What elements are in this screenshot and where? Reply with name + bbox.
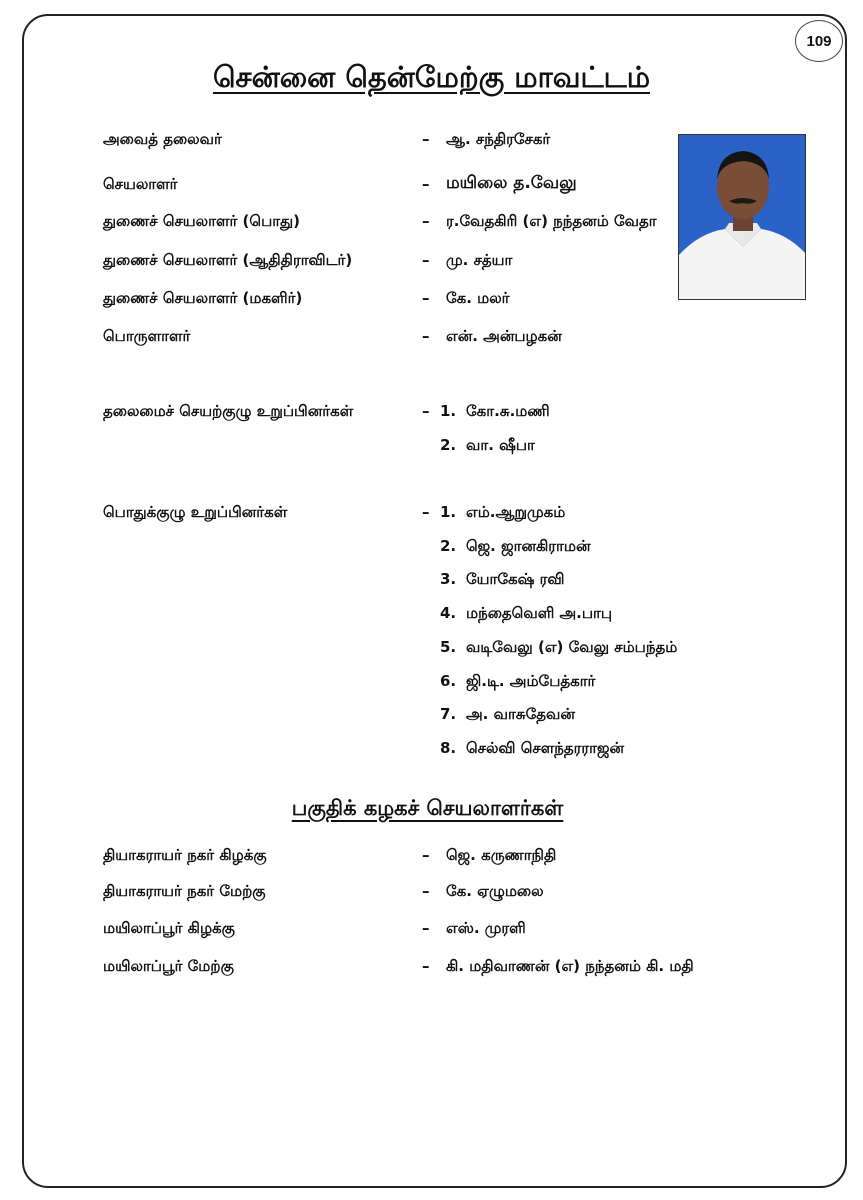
dash: – — [422, 212, 430, 230]
member-name: மந்தைவெளி அ.பாபு — [466, 604, 613, 622]
member-name: யோகேஷ் ரவி — [466, 570, 565, 588]
area-label: தியாகராயர் நகர் கிழக்கு — [103, 846, 267, 864]
officer-value: என். அன்பழகன் — [446, 327, 562, 345]
dash: – — [422, 402, 430, 420]
member-name: வடிவேலு (எ) வேலு சம்பந்தம் — [466, 638, 678, 656]
dash: – — [422, 327, 430, 345]
officer-label: துணைச் செயலாளர் (ஆதிதிராவிடர்) — [103, 251, 353, 269]
officer-value: ர.வேதகிரி (எ) நந்தனம் வேதா — [446, 212, 657, 230]
officer-label: செயலாளர் — [103, 175, 178, 193]
section-title-text: பகுதிக் கழகச் செயலாளர்கள் — [291, 796, 564, 820]
member-number: 7. — [440, 705, 457, 723]
area-secretary: எஸ். முரளி — [446, 919, 526, 937]
page-title-text: சென்னை தென்மேற்கு மாவட்டம் — [212, 60, 651, 94]
page-number: 109 — [795, 20, 843, 62]
dash: – — [422, 289, 430, 307]
officer-label: துணைச் செயலாளர் (மகளிர்) — [103, 289, 303, 307]
page-title — [0, 60, 863, 98]
member-name: ஜி.டி. அம்பேத்கார் — [466, 672, 596, 690]
secretary-photo — [678, 134, 806, 300]
general-committee-label: பொதுக்குழு உறுப்பினர்கள் — [103, 503, 288, 521]
area-label: தியாகராயர் நகர் மேற்கு — [103, 882, 266, 900]
member-number: 2. — [440, 537, 457, 555]
officer-label: அவைத் தலைவர் — [103, 130, 222, 148]
dash: – — [422, 503, 430, 521]
dash: – — [422, 919, 430, 937]
member-number: 1. — [440, 503, 457, 521]
dash: – — [422, 175, 430, 193]
officer-value-secretary: மயிலை த.வேலு — [446, 173, 577, 193]
member-name: வா. ஷீபா — [466, 436, 535, 454]
member-name: கோ.சு.மணி — [466, 402, 550, 420]
head-committee-label: தலைமைச் செயற்குழு உறுப்பினர்கள் — [103, 402, 354, 420]
member-number: 3. — [440, 570, 457, 588]
officer-value: மு. சத்யா — [446, 251, 513, 269]
section-title — [0, 796, 800, 823]
dash: – — [422, 957, 430, 975]
member-number: 2. — [440, 436, 457, 454]
officer-label: துணைச் செயலாளர் (பொது) — [103, 212, 300, 230]
dash: – — [422, 251, 430, 269]
member-name: அ. வாசுதேவன் — [466, 705, 575, 723]
area-label: மயிலாப்பூர் கிழக்கு — [103, 919, 235, 937]
officer-value: ஆ. சந்திரசேகர் — [446, 130, 551, 148]
member-name: செல்வி சௌந்தரராஜன் — [466, 739, 625, 757]
member-number: 5. — [440, 638, 457, 656]
member-number: 4. — [440, 604, 457, 622]
area-secretary: கி. மதிவாணன் (எ) நந்தனம் கி. மதி — [446, 957, 694, 975]
member-number: 8. — [440, 739, 457, 757]
officer-value: கே. மலர் — [446, 289, 510, 307]
area-secretary: கே. ஏழுமலை — [446, 882, 544, 900]
dash: – — [422, 882, 430, 900]
member-number: 1. — [440, 402, 457, 420]
area-secretary: ஜெ. கருணாநிதி — [446, 846, 557, 864]
person-portrait-icon — [679, 135, 806, 300]
officer-label: பொருளாளர் — [103, 327, 191, 345]
dash: – — [422, 846, 430, 864]
member-name: ஜெ. ஜானகிராமன் — [466, 537, 591, 555]
area-label: மயிலாப்பூர் மேற்கு — [103, 957, 234, 975]
dash: – — [422, 130, 430, 148]
member-number: 6. — [440, 672, 457, 690]
member-name: எம்.ஆறுமுகம் — [466, 503, 566, 521]
